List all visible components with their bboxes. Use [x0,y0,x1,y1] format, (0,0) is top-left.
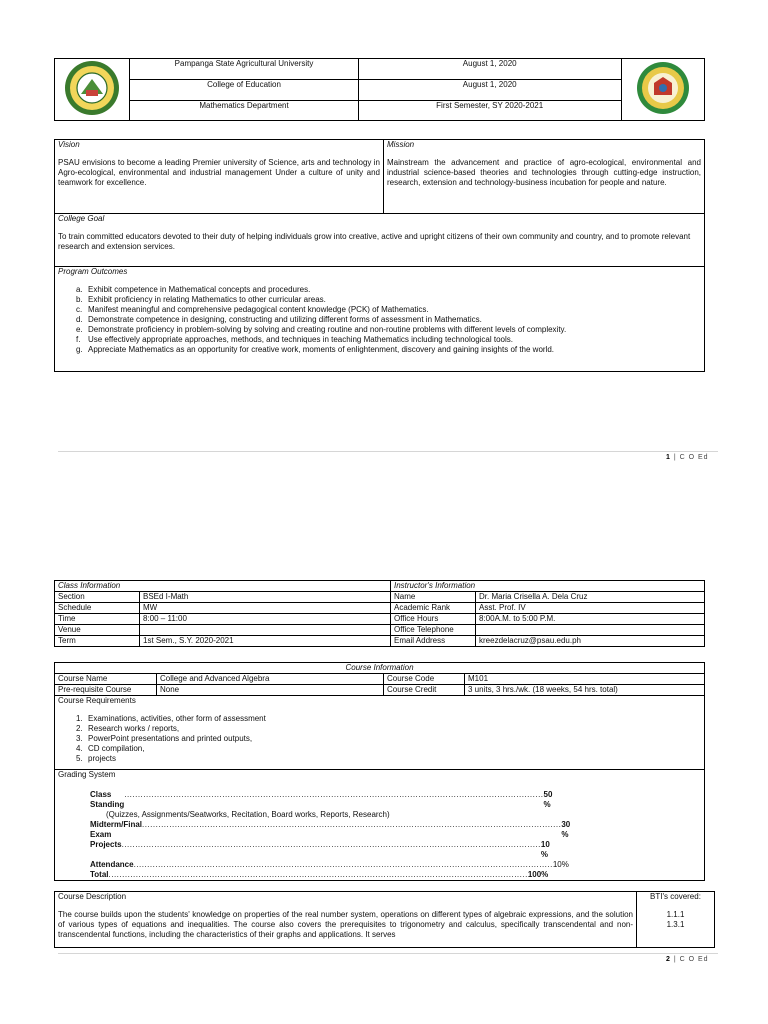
credit: 3 units, 3 hrs./wk. (18 weeks, 54 hrs. total) [465,685,705,696]
class-instructor-table [54,580,705,647]
requirement-item-marker: 4. [76,744,83,753]
class-info-key: Term [55,636,140,647]
page-2-footer-label: | C O Ed [673,956,709,963]
course-description-label: Course Description [58,892,127,901]
program-outcome-item-marker: g. [76,345,83,354]
college-goal-cell [55,214,705,267]
requirements-list [58,714,701,764]
program-outcome-item-marker: e. [76,325,83,334]
course-info-label: Course Information [55,663,705,674]
exam-label: Midterm/Final Exam [90,820,143,839]
requirement-item [76,724,701,734]
requirement-item [76,754,701,764]
requirement-item [76,744,701,754]
college-name: College of Education [130,80,359,101]
program-outcomes-label: Program Outcomes [58,267,128,276]
vision-text: PSAU envisions to become a leading Premier university of Science, arts and technology in Agro-ecological, environmental and industrial management Under a culture of unity and teamwork for excellence. [58,158,380,187]
prereq-label: Pre-requisite Course [55,685,157,696]
semester: First Semester, SY 2020-2021 [358,101,621,121]
class-info-value: MW [140,603,391,614]
department-name: Mathematics Department [130,101,359,121]
class-info-label: Class Information [55,581,391,592]
credit-label: Course Credit [384,685,465,696]
college-goal-text: To train committed educators devoted to their duty of helping individuals grow into creative, active and upright citizens of their own community and country, and to promote relevant research and extension services. [58,232,691,251]
program-outcomes-cell [55,267,705,372]
requirement-item [76,734,701,744]
program-outcome-item [76,305,701,315]
instructor-info-key: Office Telephone [391,625,476,636]
program-outcome-item-text: Appreciate Mathematics as an opportunity for creative work, moments of enlightenment, discovery and gaining insights of the world. [88,345,555,354]
bti-item: 1.3.1 [666,920,685,929]
program-outcome-item [76,335,701,345]
course-description-text: The course builds upon the students' knowledge on properties of the real number system, operations on different types of algebraic expressions, and the solution of various types of equations and inequalities. The course also covers the prerequisites to trigonometry and calculus, specifically transcendental and non-transcendental functions, including the characteristics of their graphs and applications. It serves [58,910,633,939]
course-code: M101 [465,674,705,685]
requirements-label: Course Requirements [58,696,136,705]
total-label: Total [90,870,109,879]
requirement-item-marker: 1. [76,714,83,723]
class-info-key: Section [55,592,140,603]
program-outcome-item-marker: b. [76,295,83,304]
requirement-item-text: projects [88,754,117,763]
instructor-info-label: Instructor's Information [391,581,705,592]
attendance-pct: 10% [552,860,569,869]
program-outcome-item-marker: a. [76,285,83,294]
program-outcome-item-marker: d. [76,315,83,324]
class-info-value: 1st Sem., S.Y. 2020-2021 [140,636,391,647]
mission-cell [384,140,705,214]
page-1-footer-label: | C O Ed [673,454,709,461]
program-outcome-item-text: Demonstrate competence in designing, constructing and utilizing different forms of assessment in Mathematics. [88,315,482,324]
course-code-label: Course Code [384,674,465,685]
instructor-info-value: kreezdelacruz@psau.edu.ph [476,636,705,647]
class-instructor-rows [55,592,705,647]
program-outcome-item [76,315,701,325]
requirement-item-text: Research works / reports, [88,724,180,733]
program-outcome-item [76,325,701,335]
class-info-key: Schedule [55,603,140,614]
program-outcome-item [76,295,701,305]
info-row [55,625,705,636]
bti-label: BTI's covered: [650,892,701,901]
class-standing-label: Class Standing [90,790,125,809]
page-1-number [666,454,709,461]
class-info-value [140,625,391,636]
page-2-num: 2 [666,956,671,963]
right-logo-cell [621,59,704,121]
left-logo-cell [55,59,130,121]
requirement-item-marker: 2. [76,724,83,733]
requirement-item-marker: 3. [76,734,83,743]
program-outcomes-list [58,285,701,355]
course-description-cell [55,892,637,948]
program-outcome-item-text: Exhibit competence in Mathematical concepts and procedures. [88,285,311,294]
page-2-number [666,956,709,963]
class-info-key: Time [55,614,140,625]
projects-pct: 10 % [540,840,550,859]
program-outcome-item-text: Demonstrate proficiency in problem-solving by solving and creating routine and non-routine problems with different levels of complexity. [88,325,567,334]
university-name: Pampanga State Agricultural University [130,59,359,80]
total-pct: 100% [527,870,549,879]
course-info-table [54,662,705,881]
program-outcome-item-text: Exhibit proficiency in relating Mathematics to other curricular areas. [88,295,326,304]
program-outcome-item-text: Manifest meaningful and comprehensive pedagogical content knowledge (PCK) of Mathematics. [88,305,429,314]
program-outcome-item [76,285,701,295]
instructor-info-value: 8:00A.M. to 5:00 P.M. [476,614,705,625]
program-outcome-item-marker: c. [76,305,83,314]
header-table [54,58,705,121]
instructor-info-key: Email Address [391,636,476,647]
date-1: August 1, 2020 [358,59,621,80]
date-2: August 1, 2020 [358,80,621,101]
requirement-item-marker: 5. [76,754,83,763]
mission-label: Mission [387,140,415,149]
bti-item: 1.1.1 [666,910,685,919]
instructor-info-key: Name [391,592,476,603]
college-goal-label: College Goal [58,214,105,223]
class-info-key: Venue [55,625,140,636]
program-outcome-item [76,345,701,355]
class-standing-note: (Quizzes, Assignments/Seatworks, Recitation, Board works, Reports, Research) [106,810,390,819]
page-1-footer-line [58,451,718,452]
mission-text: Mainstream the advancement and practice of agro-ecological, environmental and industrial science-based theories and technologies through cutting-edge instruction, research, extension and technology-business incubation for people and nature. [387,158,701,187]
class-info-value: 8:00 – 11:00 [140,614,391,625]
requirement-item-text: CD compilation, [88,744,145,753]
vmgo-table [54,139,705,372]
exam-pct: 30 % [561,820,571,839]
instructor-info-key: Academic Rank [391,603,476,614]
grading-cell [55,770,705,881]
prereq: None [157,685,384,696]
page-2-footer-line [58,953,718,954]
requirements-cell [55,696,705,770]
info-row [55,592,705,603]
course-description-table [54,891,715,948]
instructor-info-key: Office Hours [391,614,476,625]
grading-label: Grading System [58,770,116,779]
psau-seal-icon [59,59,125,117]
requirement-item-text: Examinations, activities, other form of assessment [88,714,266,723]
vision-label: Vision [58,140,80,149]
college-seal-icon [630,59,696,117]
course-name-label: Course Name [55,674,157,685]
info-row [55,614,705,625]
bti-cell [637,892,715,948]
instructor-info-value: Dr. Maria Crisella A. Dela Cruz [476,592,705,603]
vision-cell [55,140,384,214]
course-name: College and Advanced Algebra [157,674,384,685]
grading-list: Class Standing .......................................................................................................................................................... 50 % (Quizzes, Assignments/Seatworks, Recitation, Board works, Reports, Research) Midterm/Final Exam .......................................................................................................................................................... 30 % Projects .......................................................................................................................................................... 10 % Attendance .......................................................................................................................................................... 10% Total .......................................................................................................................................................... 100% [90,790,571,879]
instructor-info-value: Asst. Prof. IV [476,603,705,614]
requirement-item-text: PowerPoint presentations and printed outputs, [88,734,253,743]
class-standing-pct: 50 % [543,790,553,809]
instructor-info-value [476,625,705,636]
program-outcome-item-text: Use effectively appropriate approaches, methods, and techniques in teaching Mathematics including technological tools. [88,335,513,344]
class-info-value: BSEd I-Math [140,592,391,603]
page-1-num: 1 [666,454,671,461]
program-outcome-item-marker: f. [76,335,81,344]
info-row [55,636,705,647]
attendance-label: Attendance [90,860,134,869]
info-row [55,603,705,614]
projects-label: Projects [90,840,122,849]
requirement-item [76,714,701,724]
